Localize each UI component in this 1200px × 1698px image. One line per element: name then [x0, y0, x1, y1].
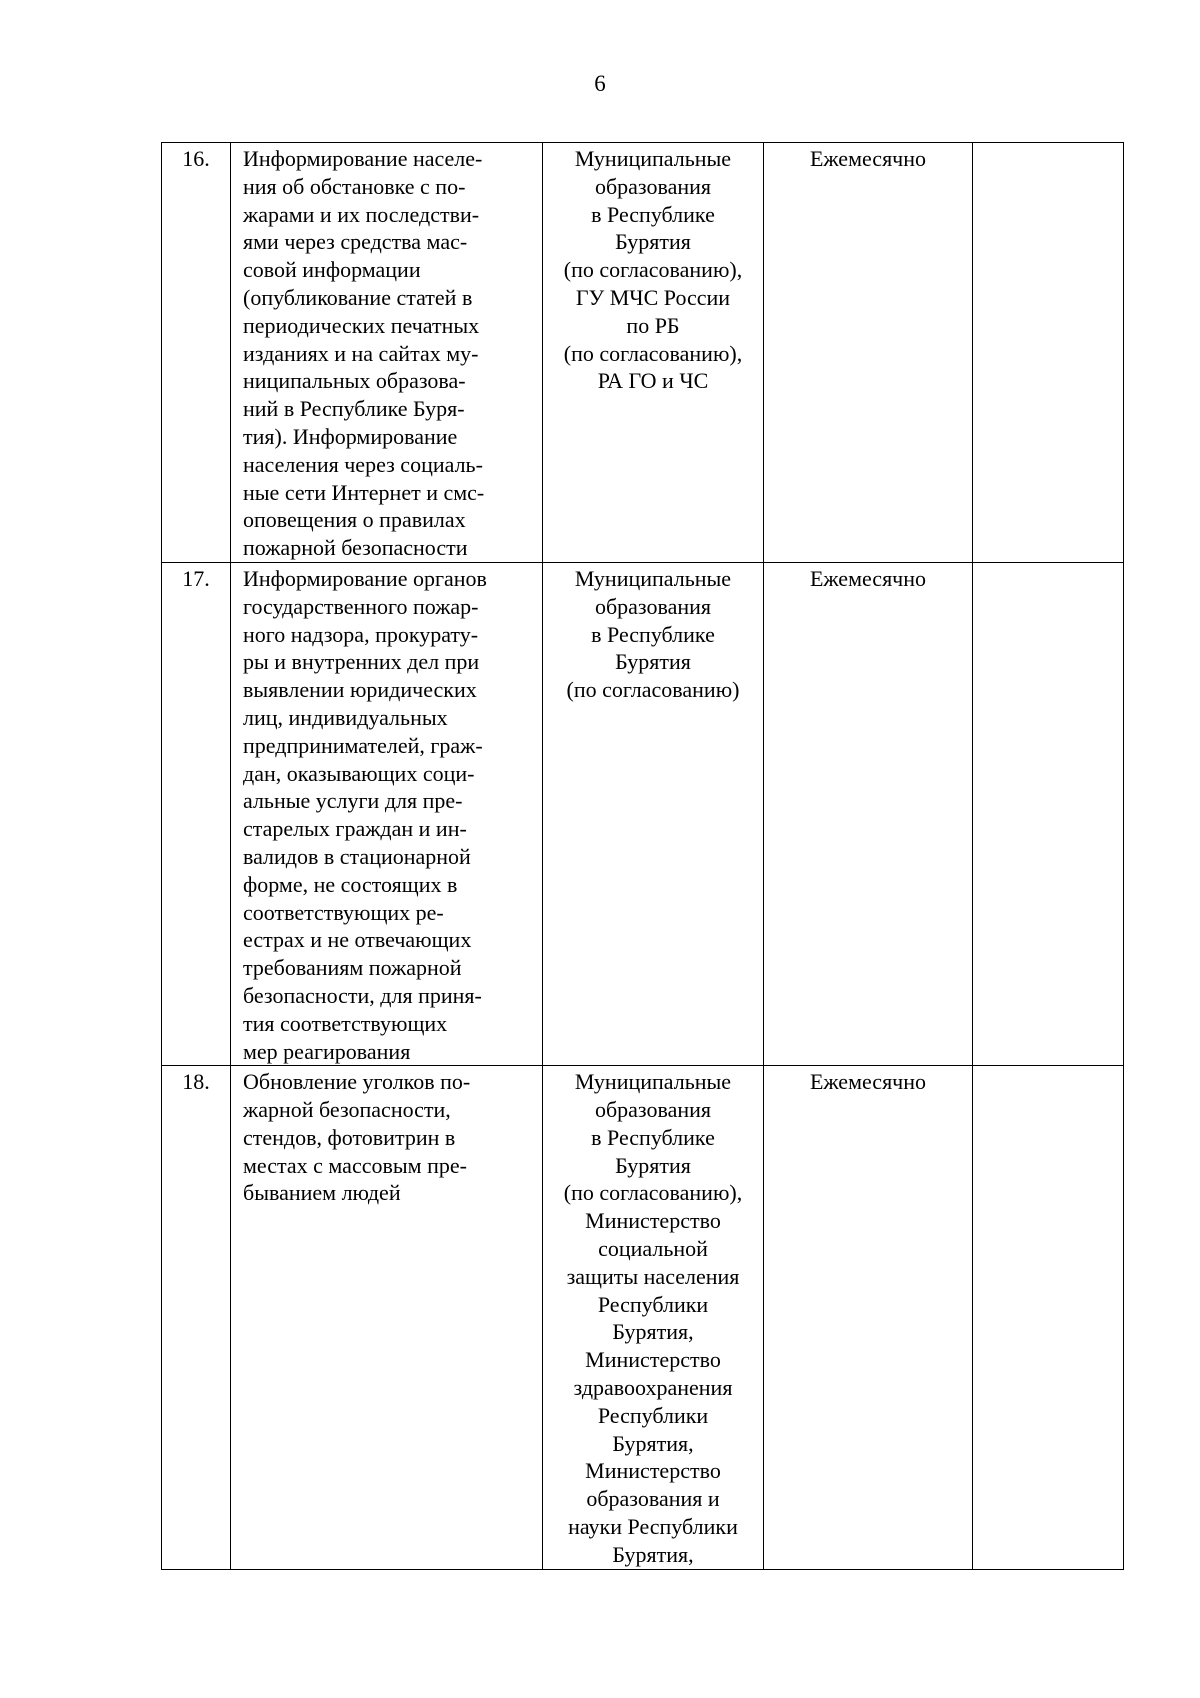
measures-table: [161, 142, 1124, 1570]
note-cell: [973, 562, 1124, 1065]
executor-line: науки Республики: [568, 1514, 738, 1540]
description-line: тия соответствующих: [243, 1010, 448, 1036]
executor-line: образования: [594, 593, 712, 619]
executor-line: Муниципальные: [574, 565, 732, 591]
executor-line: Бурятия,: [612, 1319, 694, 1345]
description-line: мер реагирования: [243, 1038, 411, 1064]
executor-line: Бурятия: [615, 649, 691, 675]
executor-line: (по согласованию),: [563, 257, 743, 283]
row-number-cell: 18.: [162, 1066, 231, 1569]
executor-line: Муниципальные: [574, 1069, 732, 1095]
description-line: изданиях и на сайтах му-: [243, 340, 479, 366]
executor-line: Министерство: [585, 1458, 721, 1484]
executor-line: Республики: [597, 1402, 709, 1428]
description-line: быванием людей: [243, 1180, 401, 1206]
executor-line: РА ГО и ЧС: [597, 368, 709, 394]
description-line: ры и внутренних дел при: [243, 649, 480, 675]
description-line: (опубликование статей в: [243, 284, 473, 310]
description-line: тия). Информирование: [243, 423, 458, 449]
executor-line: Бурятия,: [612, 1430, 694, 1456]
executor-line: Министерство: [585, 1347, 721, 1373]
description-line: валидов в стационарной: [243, 843, 471, 869]
executor-line: (по согласованию): [566, 677, 740, 703]
description-cell: [231, 562, 543, 1065]
description-line: лиц, индивидуальных: [243, 704, 448, 730]
note-cell: [973, 143, 1124, 563]
description-line: населения через социаль-: [243, 451, 483, 477]
description-line: безопасности, для приня-: [243, 982, 482, 1008]
row-number-cell: 17.: [162, 562, 231, 1065]
description-line: ные сети Интернет и смс-: [243, 479, 485, 505]
description-line: ного надзора, прокурату-: [243, 621, 479, 647]
description-line: местах с массовым пре-: [243, 1152, 467, 1178]
term-cell: Ежемесячно: [764, 1066, 973, 1569]
executor-line: по РБ: [626, 312, 680, 338]
description-line: соответствующих ре-: [243, 899, 444, 925]
table-row: [162, 562, 1124, 1065]
note-cell: [973, 1066, 1124, 1569]
executor-cell: [543, 143, 764, 563]
description-line: дан, оказывающих соци-: [243, 760, 475, 786]
description-line: совой информации: [243, 257, 421, 283]
description-line: периодических печатных: [243, 312, 480, 338]
table-row: [162, 1066, 1124, 1569]
description-line: ниципальных образова-: [243, 368, 466, 394]
executor-line: ГУ МЧС России: [575, 284, 731, 310]
executor-cell: [543, 1066, 764, 1569]
executor-line: социальной: [598, 1236, 708, 1262]
description-line: Информирование населе-: [243, 146, 483, 171]
term-cell: Ежемесячно: [764, 562, 973, 1065]
description-line: Обновление уголков по-: [243, 1069, 471, 1095]
description-line: выявлении юридических: [243, 677, 477, 703]
description-line: жарной безопасности,: [243, 1097, 451, 1123]
page-number: 6: [594, 71, 606, 96]
description-line: ний в Республике Буря-: [243, 396, 465, 422]
description-line: Информирование органов: [243, 565, 487, 591]
description-line: естрах и не отвечающих: [243, 927, 472, 953]
executor-line: Бурятия: [615, 229, 691, 255]
description-line: требованиям пожарной: [243, 955, 462, 981]
executor-line: образования: [594, 173, 712, 199]
description-line: государственного пожар-: [243, 593, 479, 619]
executor-line: в Республике: [591, 201, 715, 227]
description-line: жарами и их последстви-: [243, 201, 480, 227]
description-line: пожарной безопасности: [243, 535, 468, 561]
executor-line: Бурятия: [615, 1152, 691, 1178]
executor-cell: [543, 562, 764, 1065]
term-cell: Ежемесячно: [764, 143, 973, 563]
executor-line: Министерство: [585, 1208, 721, 1234]
executor-line: Бурятия,: [612, 1541, 694, 1567]
table-row: [162, 143, 1124, 563]
executor-line: образования: [594, 1097, 712, 1123]
row-number-cell: 16.: [162, 143, 231, 563]
description-line: предпринимателей, граж-: [243, 732, 483, 758]
executor-line: здравоохранения: [573, 1375, 733, 1401]
description-line: старелых граждан и ин-: [243, 816, 467, 842]
description-line: оповещения о правилах: [243, 507, 466, 533]
executor-line: Республики: [597, 1291, 709, 1317]
description-line: стендов, фотовитрин в: [243, 1124, 456, 1150]
description-line: альные услуги для пре-: [243, 788, 463, 814]
executor-line: (по согласованию),: [563, 1180, 743, 1206]
executor-line: (по согласованию),: [563, 340, 743, 366]
description-line: ния об обстановке с по-: [243, 173, 466, 199]
executor-line: в Республике: [591, 1124, 715, 1150]
executor-line: Муниципальные: [574, 146, 732, 171]
description-cell: [231, 1066, 543, 1569]
description-line: ями через средства мас-: [243, 229, 468, 255]
description-cell: [231, 143, 543, 563]
executor-line: образования и: [586, 1486, 720, 1512]
executor-line: защиты населения: [566, 1263, 740, 1289]
executor-line: в Республике: [591, 621, 715, 647]
description-line: форме, не состоящих в: [243, 871, 458, 897]
